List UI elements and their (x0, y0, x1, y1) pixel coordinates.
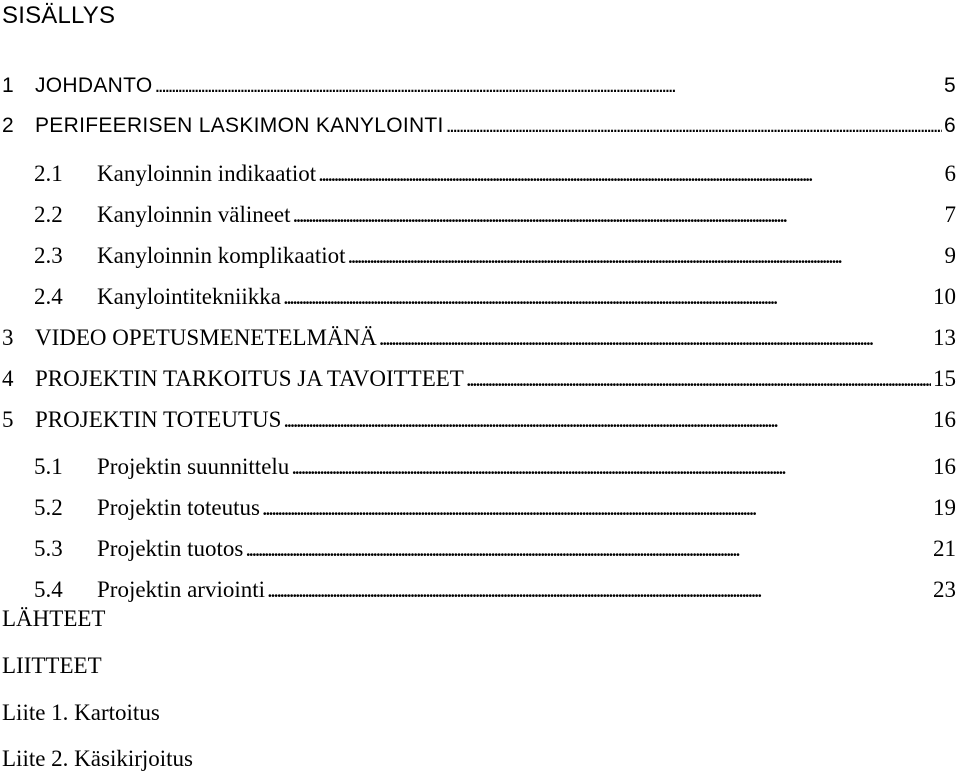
toc-entry-3[interactable] (0, 323, 956, 353)
toc-entry-number: 1 (2, 74, 14, 97)
toc-entry-number: 5.4 (34, 577, 63, 602)
toc-entry-5[interactable] (0, 405, 956, 435)
toc-entry-label: Projektin tuotos (97, 536, 244, 561)
toc-entry-page: 16 (933, 454, 956, 479)
toc-entry-2-2[interactable] (0, 200, 956, 230)
toc-entry-5-2[interactable] (0, 493, 956, 523)
toc-entry-5-1[interactable] (0, 452, 956, 482)
dot-leader (245, 534, 931, 564)
toc-entry-number: 4 (2, 366, 14, 391)
toc-entry-5-4[interactable] (0, 575, 956, 605)
toc-entry-number: 2 (2, 114, 14, 137)
toc-entry-2-3[interactable] (0, 241, 956, 271)
toc-entry-2-4[interactable] (0, 282, 956, 312)
dot-leader (283, 405, 931, 435)
toc-entry-page: 19 (933, 495, 956, 520)
dot-leader (155, 71, 942, 101)
toc-entry-page: 5 (944, 74, 956, 97)
toc-entry-number: 2.3 (34, 243, 63, 268)
toc-entry-number: 5 (2, 407, 14, 432)
toc-entry-page: 16 (933, 407, 956, 432)
toc-entry-label: Kanyloinnin välineet (97, 202, 291, 227)
dot-leader (379, 323, 931, 353)
toc-liite-2[interactable]: Liite 2. Käsikirjoitus (2, 746, 194, 771)
toc-entry-number: 5.2 (34, 495, 63, 520)
toc-entry-page: 10 (933, 284, 956, 309)
dot-leader (318, 159, 942, 189)
toc-entry-label: Kanylointitekniikka (97, 284, 281, 309)
toc-entry-5-3[interactable] (0, 534, 956, 564)
toc-entry-page: 13 (933, 325, 956, 350)
toc-entry-page: 23 (933, 577, 956, 602)
toc-entry-label: Kanyloinnin komplikaatiot (97, 243, 346, 268)
dot-leader (262, 493, 931, 523)
toc-entry-label: VIDEO OPETUSMENETELMÄNÄ (35, 325, 377, 350)
toc-entry-number: 5.1 (34, 454, 63, 479)
toc-entry-label: JOHDANTO (35, 74, 153, 97)
toc-entry-label: Kanyloinnin indikaatiot (97, 161, 317, 186)
dot-leader (267, 575, 931, 605)
toc-lahteet[interactable]: LÄHTEET (2, 606, 106, 631)
toc-entry-label: Projektin toteutus (97, 495, 260, 520)
toc-entry-label: Projektin arviointi (97, 577, 266, 602)
dot-leader (446, 111, 942, 141)
toc-entry-4[interactable] (0, 364, 956, 394)
toc-entry-page: 15 (933, 366, 956, 391)
dot-leader (348, 241, 943, 271)
toc-entry-number: 2.1 (34, 161, 63, 186)
toc-entry-number: 2.4 (34, 284, 63, 309)
toc-entry-page: 7 (944, 202, 956, 227)
toc-entry-page: 9 (944, 243, 956, 268)
toc-title: SISÄLLYS (2, 2, 116, 29)
toc-entry-label: PROJEKTIN TARKOITUS JA TAVOITTEET (35, 366, 464, 391)
toc-entry-page: 6 (944, 161, 956, 186)
toc-entry-label: PERIFEERISEN LASKIMON KANYLOINTI (35, 114, 444, 137)
toc-entry-page: 6 (944, 114, 956, 137)
toc-entry-2-1[interactable] (0, 159, 956, 189)
toc-entry-label: Projektin suunnittelu (97, 454, 290, 479)
toc-entry-1[interactable] (0, 71, 956, 101)
dot-leader (466, 364, 931, 394)
toc-entry-label: PROJEKTIN TOTEUTUS (35, 407, 282, 432)
toc-entry-page: 21 (933, 536, 956, 561)
dot-leader (283, 282, 931, 312)
toc-entry-number: 5.3 (34, 536, 63, 561)
toc-entry-2[interactable] (0, 111, 956, 141)
dot-leader (293, 200, 943, 230)
toc-liite-1[interactable]: Liite 1. Kartoitus (2, 700, 160, 725)
toc-entry-number: 3 (2, 325, 14, 350)
toc-liitteet[interactable]: LIITTEET (2, 653, 102, 678)
toc-entry-number: 2.2 (34, 202, 63, 227)
dot-leader (291, 452, 931, 482)
